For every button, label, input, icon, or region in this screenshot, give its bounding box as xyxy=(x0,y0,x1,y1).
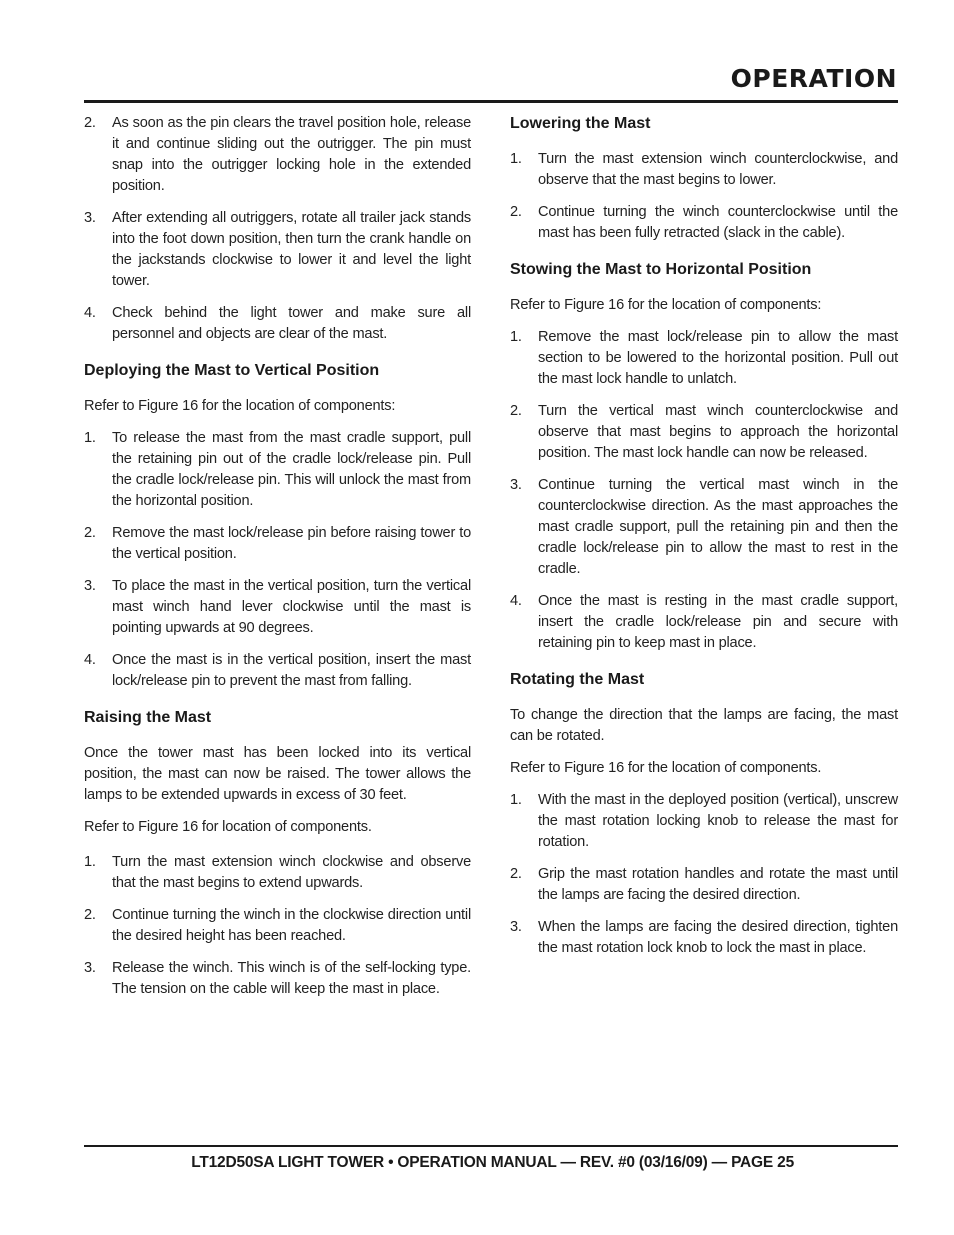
section-heading-lower: Lowering the Mast xyxy=(510,115,651,132)
section-paragraph: Refer to Figure 16 for the location of components. xyxy=(510,760,822,776)
list-item: 3. To place the mast in the vertical position, turn the vertical mast winch hand lever clockwise until the mast is pointing upwards at 90 degrees. xyxy=(84,578,471,636)
list-item: 1. Remove the mast lock/release pin to allow the mast section to be lowered to the horizontal position. Pull out the mast lock handle to unlatch. xyxy=(510,329,898,387)
footer-divider xyxy=(84,1145,898,1147)
list-item: 1. Turn the mast extension winch clockwise and observe that the mast begins to extend upwards. xyxy=(84,854,471,891)
section-paragraph: Refer to Figure 16 for location of components. xyxy=(84,819,372,835)
right-column xyxy=(510,113,898,970)
list-item: 2. Continue turning the winch in the clockwise direction until the desired height has been reached. xyxy=(84,907,471,944)
section-heading-stow: Stowing the Mast to Horizontal Position xyxy=(510,261,812,278)
list-item: 3. When the lamps are facing the desired direction, tighten the mast rotation lock knob to lock the mast in place. xyxy=(510,919,898,956)
section-heading-raise: Raising the Mast xyxy=(84,709,212,726)
section-heading-deploy: Deploying the Mast to Vertical Position xyxy=(84,362,380,379)
list-item: 2. Turn the vertical mast winch counterclockwise and observe that mast begins to approach the horizontal position. The mast lock handle can now be released. xyxy=(510,403,898,461)
section-paragraph: Once the tower mast has been locked into its vertical position, the mast can now be raised. The tower allows the lamps to be extended upwards in excess of 30 feet. xyxy=(84,745,471,803)
list-item: 2. As soon as the pin clears the travel position hole, release it and continue sliding out the outrigger. The pin must snap into the outrigger locking hole in the extended position. xyxy=(84,115,471,194)
section-intro: Refer to Figure 16 for the location of components: xyxy=(510,297,822,313)
page-footer: LT12D50SA LIGHT TOWER • OPERATION MANUAL — REV. #0 (03/16/09) — PAGE 25 xyxy=(191,1154,794,1171)
list-item: 1. To release the mast from the mast cradle support, pull the retaining pin out of the cradle lock/release pin. Pull the cradle lock/release pin. This will unlock the mast from the horizontal position. xyxy=(84,430,471,509)
list-item: 3. Release the winch. This winch is of the self-locking type. The tension on the cable will keep the mast in place. xyxy=(84,960,471,997)
section-paragraph: To change the direction that the lamps are facing, the mast can be rotated. xyxy=(510,707,898,744)
list-item: 1. With the mast in the deployed position (vertical), unscrew the mast rotation locking knob to release the mast for rotation. xyxy=(510,792,898,850)
header-divider xyxy=(84,100,898,103)
list-item: 4. Once the mast is in the vertical position, insert the mast lock/release pin to prevent the mast from falling. xyxy=(84,652,471,689)
page-title: OPERATION xyxy=(730,64,897,93)
section-heading-rotate: Rotating the Mast xyxy=(510,671,645,688)
list-item: 4. Once the mast is resting in the mast cradle support, insert the cradle lock/release pin and secure with retaining pin to keep mast in place. xyxy=(510,593,898,651)
list-item: 3. After extending all outriggers, rotate all trailer jack stands into the foot down position, then turn the crank handle on the jackstands clockwise to lower it and level the light tower. xyxy=(84,210,471,289)
list-item: 2. Continue turning the winch counterclockwise until the mast has been fully retracted (slack in the cable). xyxy=(510,204,898,241)
left-column xyxy=(84,113,471,1011)
list-item: 1. Turn the mast extension winch counterclockwise, and observe that the mast begins to lower. xyxy=(510,151,898,188)
list-item: 2. Grip the mast rotation handles and rotate the mast until the lamps are facing the desired direction. xyxy=(510,866,898,903)
section-intro: Refer to Figure 16 for the location of components: xyxy=(84,398,396,414)
list-item: 2. Remove the mast lock/release pin before raising tower to the vertical position. xyxy=(84,525,471,562)
list-item: 3. Continue turning the vertical mast winch in the counterclockwise direction. As the mast approaches the mast cradle support, pull the retaining pin and then the cradle lock/release pin to allow the mast to rest in the cradle. xyxy=(510,477,898,577)
list-item: 4. Check behind the light tower and make sure all personnel and objects are clear of the mast. xyxy=(84,305,471,342)
